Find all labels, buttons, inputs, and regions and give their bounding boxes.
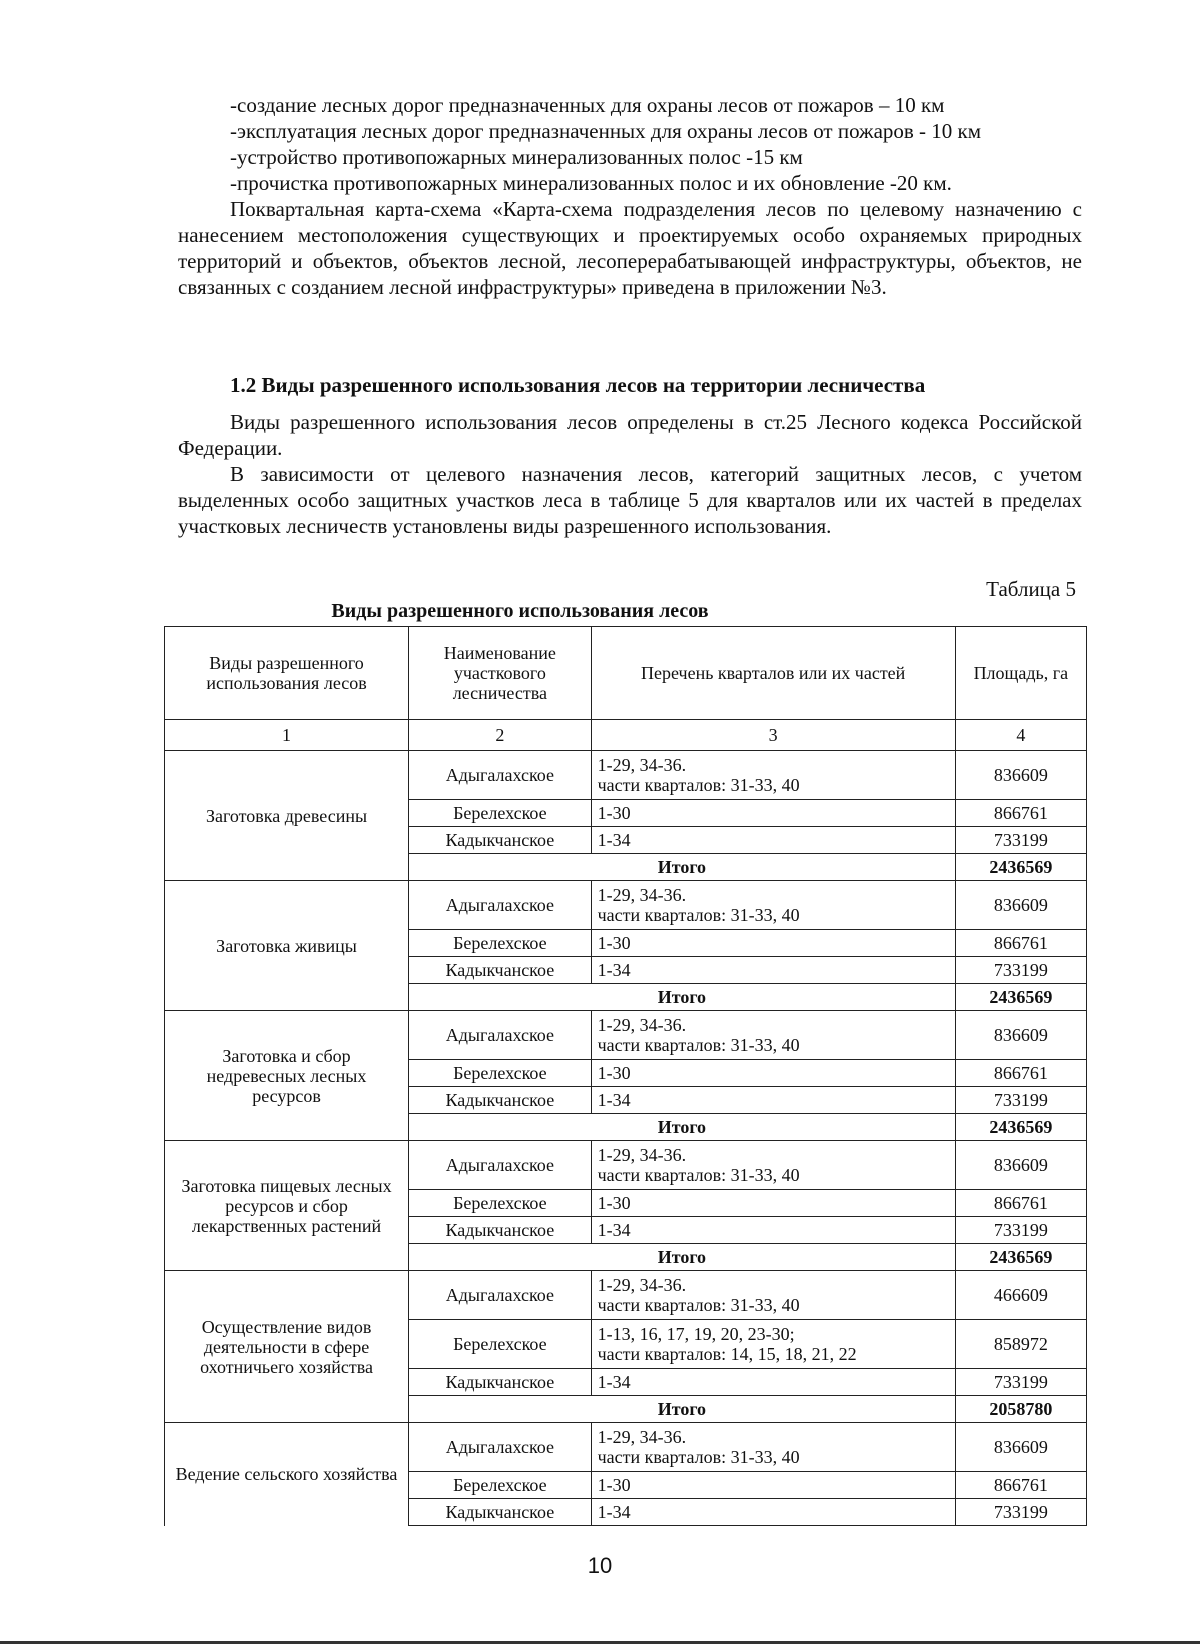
quarters-line: 1-29, 34-36. bbox=[597, 1015, 687, 1035]
section-paragraph: В зависимости от целевого назначения лесов, категорий защитных лесов, с учетом выделенных особо защитных участков леса в таблице 5 для кварталов или их частей в пределах участковых лесничеств установлены виды разрешенного использования. bbox=[178, 462, 1082, 538]
quarters-line: 1-29, 34-36. bbox=[597, 755, 687, 775]
quarters-line: 1-34 bbox=[597, 1090, 631, 1110]
area-cell: 733199 bbox=[955, 957, 1086, 984]
forestry-cell: Кадыкчанское bbox=[409, 1217, 592, 1244]
total-value: 2436569 bbox=[955, 854, 1086, 881]
use-type-cell: Заготовка древесины bbox=[165, 751, 409, 881]
forestry-cell: Адыгалахское bbox=[409, 751, 592, 800]
intro-bullet: -создание лесных дорог предназначенных для охраны лесов от пожаров – 10 км bbox=[230, 93, 945, 117]
total-value: 2436569 bbox=[955, 1244, 1086, 1271]
use-type-cell: Заготовка живицы bbox=[165, 881, 409, 1011]
quarters-cell bbox=[591, 957, 955, 984]
total-label: Итого bbox=[409, 1244, 956, 1271]
quarters-line: части кварталов: 31-33, 40 bbox=[597, 905, 800, 925]
quarters-line: части кварталов: 31-33, 40 bbox=[597, 1035, 800, 1055]
forestry-cell: Кадыкчанское bbox=[409, 1369, 592, 1396]
forestry-cell: Адыгалахское bbox=[409, 881, 592, 930]
header-cell: Виды разрешенного использования лесов bbox=[165, 627, 409, 720]
forestry-cell: Адыгалахское bbox=[409, 1141, 592, 1190]
quarters-cell bbox=[591, 1423, 955, 1472]
total-label: Итого bbox=[409, 984, 956, 1011]
area-cell: 733199 bbox=[955, 1369, 1086, 1396]
table-body bbox=[165, 627, 1087, 1526]
forestry-cell: Кадыкчанское bbox=[409, 827, 592, 854]
table-row bbox=[165, 1271, 1087, 1320]
table-row bbox=[165, 751, 1087, 800]
quarters-cell bbox=[591, 1499, 955, 1526]
quarters-line: 1-29, 34-36. bbox=[597, 885, 687, 905]
area-cell: 733199 bbox=[955, 1499, 1086, 1526]
quarters-line: 1-34 bbox=[597, 1502, 631, 1522]
forestry-cell: Берелехское bbox=[409, 1190, 592, 1217]
area-cell: 836609 bbox=[955, 1141, 1086, 1190]
column-number-row bbox=[165, 720, 1087, 751]
quarters-line: 1-34 bbox=[597, 1220, 631, 1240]
quarters-cell bbox=[591, 1217, 955, 1244]
column-number: 2 bbox=[409, 720, 592, 751]
forestry-cell: Кадыкчанское bbox=[409, 1499, 592, 1526]
column-number: 3 bbox=[591, 720, 955, 751]
quarters-cell bbox=[591, 930, 955, 957]
quarters-cell bbox=[591, 1060, 955, 1087]
area-cell: 836609 bbox=[955, 881, 1086, 930]
quarters-line: 1-34 bbox=[597, 960, 631, 980]
use-type-cell: Осуществление видов деятельности в сфере охотничьего хозяйства bbox=[165, 1271, 409, 1423]
quarters-line: 1-30 bbox=[597, 1063, 631, 1083]
quarters-cell bbox=[591, 1320, 955, 1369]
quarters-line: 1-29, 34-36. bbox=[597, 1427, 687, 1447]
quarters-line: 1-30 bbox=[597, 803, 631, 823]
total-value: 2436569 bbox=[955, 1114, 1086, 1141]
forestry-cell: Адыгалахское bbox=[409, 1423, 592, 1472]
intro-block bbox=[178, 92, 1082, 300]
quarters-cell bbox=[591, 800, 955, 827]
area-cell: 733199 bbox=[955, 1217, 1086, 1244]
total-label: Итого bbox=[409, 854, 956, 881]
forestry-cell: Берелехское bbox=[409, 1060, 592, 1087]
area-cell: 866761 bbox=[955, 1060, 1086, 1087]
use-type-cell: Заготовка пищевых лесных ресурсов и сбор лекарственных растений bbox=[165, 1141, 409, 1271]
quarters-cell bbox=[591, 1011, 955, 1060]
intro-paragraph: Поквартальная карта-схема «Карта-схема подразделения лесов по целевому назначению с нанесением местоположения существующих и проектируемых особо охраняемых природных территорий и объектов, объектов лесной, лесоперерабатывающей инфраструктуры, объектов, не связанных с созданием лесной инфраструктуры» приведена в приложении №3. bbox=[178, 197, 1082, 299]
quarters-line: 1-30 bbox=[597, 1475, 631, 1495]
quarters-cell bbox=[591, 1271, 955, 1320]
quarters-line: 1-29, 34-36. bbox=[597, 1145, 687, 1165]
quarters-line: 1-13, 16, 17, 19, 20, 23-30; bbox=[597, 1324, 795, 1344]
area-cell: 836609 bbox=[955, 1011, 1086, 1060]
quarters-line: части кварталов: 31-33, 40 bbox=[597, 775, 800, 795]
column-number: 4 bbox=[955, 720, 1086, 751]
area-cell: 466609 bbox=[955, 1271, 1086, 1320]
section-paragraph: Виды разрешенного использования лесов определены в ст.25 Лесного кодекса Российской Федерации. bbox=[178, 410, 1082, 460]
table-row bbox=[165, 1141, 1087, 1190]
total-value: 2436569 bbox=[955, 984, 1086, 1011]
area-cell: 836609 bbox=[955, 751, 1086, 800]
intro-bullet: -прочистка противопожарных минерализованных полос и их обновление -20 км. bbox=[230, 171, 952, 195]
area-cell: 866761 bbox=[955, 1472, 1086, 1499]
use-type-cell: Ведение сельского хозяйства bbox=[165, 1423, 409, 1526]
table-number: Таблица 5 bbox=[986, 577, 1076, 601]
quarters-line: части кварталов: 14, 15, 18, 21, 22 bbox=[597, 1344, 857, 1364]
forest-use-table bbox=[164, 626, 1087, 1526]
forestry-cell: Кадыкчанское bbox=[409, 1087, 592, 1114]
total-label: Итого bbox=[409, 1114, 956, 1141]
forestry-cell: Берелехское bbox=[409, 800, 592, 827]
table-header-row bbox=[165, 627, 1087, 720]
area-cell: 858972 bbox=[955, 1320, 1086, 1369]
quarters-cell bbox=[591, 881, 955, 930]
bottom-rule bbox=[0, 1641, 1200, 1644]
quarters-line: части кварталов: 31-33, 40 bbox=[597, 1165, 800, 1185]
area-cell: 866761 bbox=[955, 930, 1086, 957]
header-cell: Перечень кварталов или их частей bbox=[591, 627, 955, 720]
table-row bbox=[165, 1011, 1087, 1060]
header-cell: Наименование участкового лесничества bbox=[409, 627, 592, 720]
table-row bbox=[165, 1423, 1087, 1472]
page-number: 10 bbox=[587, 1553, 613, 1578]
section-body bbox=[178, 409, 1082, 539]
area-cell: 733199 bbox=[955, 1087, 1086, 1114]
quarters-cell bbox=[591, 827, 955, 854]
forestry-cell: Адыгалахское bbox=[409, 1271, 592, 1320]
area-cell: 836609 bbox=[955, 1423, 1086, 1472]
quarters-cell bbox=[591, 1087, 955, 1114]
total-label: Итого bbox=[409, 1396, 956, 1423]
area-cell: 733199 bbox=[955, 827, 1086, 854]
quarters-line: 1-30 bbox=[597, 1193, 631, 1213]
area-cell: 866761 bbox=[955, 1190, 1086, 1217]
quarters-line: 1-34 bbox=[597, 830, 631, 850]
header-cell: Площадь, га bbox=[955, 627, 1086, 720]
column-number: 1 bbox=[165, 720, 409, 751]
quarters-cell bbox=[591, 1141, 955, 1190]
forestry-cell: Адыгалахское bbox=[409, 1011, 592, 1060]
quarters-line: части кварталов: 31-33, 40 bbox=[597, 1295, 800, 1315]
table-row bbox=[165, 881, 1087, 930]
forestry-cell: Кадыкчанское bbox=[409, 957, 592, 984]
quarters-cell bbox=[591, 1369, 955, 1396]
table-title: Виды разрешенного использования лесов bbox=[331, 600, 709, 622]
quarters-line: 1-29, 34-36. bbox=[597, 1275, 687, 1295]
forestry-cell: Берелехское bbox=[409, 930, 592, 957]
section-heading: 1.2 Виды разрешенного использования лесов на территории лесничества bbox=[230, 373, 926, 397]
total-value: 2058780 bbox=[955, 1396, 1086, 1423]
quarters-cell bbox=[591, 751, 955, 800]
quarters-line: 1-34 bbox=[597, 1372, 631, 1392]
area-cell: 866761 bbox=[955, 800, 1086, 827]
forestry-cell: Берелехское bbox=[409, 1472, 592, 1499]
quarters-cell bbox=[591, 1472, 955, 1499]
quarters-line: 1-30 bbox=[597, 933, 631, 953]
intro-bullet: -эксплуатация лесных дорог предназначенных для охраны лесов от пожаров - 10 км bbox=[230, 119, 982, 143]
use-type-cell: Заготовка и сбор недревесных лесных ресурсов bbox=[165, 1011, 409, 1141]
forestry-cell: Берелехское bbox=[409, 1320, 592, 1369]
quarters-cell bbox=[591, 1190, 955, 1217]
intro-bullet: -устройство противопожарных минерализованных полос -15 км bbox=[230, 145, 803, 169]
quarters-line: части кварталов: 31-33, 40 bbox=[597, 1447, 800, 1467]
